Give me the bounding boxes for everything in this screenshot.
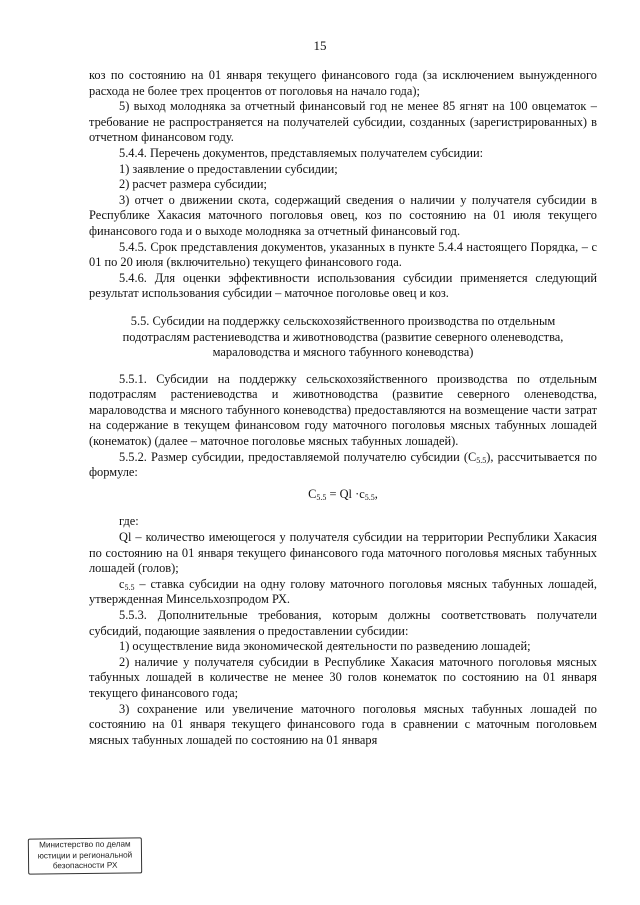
clause-5-4-5: 5.4.5. Срок представления документов, указанных в пункте 5.4.4 настоящего Порядка, – с 01 по 20 июля (включительно) текущего финансового года. <box>89 239 597 270</box>
clause-5-5-3-item-1: 1) осуществление вида экономической деятельности по разведению лошадей; <box>119 639 531 654</box>
formula-rhs-subscript: 5.5 <box>364 492 375 502</box>
definition-c-text: – ставка субсидии на одну голову маточного поголовья мясных табунных лошадей, утвержденная Минсельхозпродом РХ. <box>89 576 597 607</box>
clause-5-4-4-item-3: 3) отчет о движении скота, содержащий сведения о наличии у получателя субсидии в Республике Хакасия маточного поголовья овец, коз по состоянию на 01 июля текущего финансового года и о выходе молодняка за отчетный финансовый год. <box>89 192 597 238</box>
paragraph-item-5: 5) выход молодняка за отчетный финансовый год не менее 85 ягнят на 100 овцематок – требование не распространяется на получателей субсидии, созданных (зарегистрированных) в отчетном финансовом году. <box>89 99 597 145</box>
clause-5-5-2-subscript: 5.5 <box>476 455 487 465</box>
definition-c-subscript: 5.5 <box>124 582 135 592</box>
clause-5-5-1: 5.5.1. Субсидии на поддержку сельскохозяйственного производства по отдельным подотраслям растениеводства и животноводства (развитие северного оленеводства, мараловодства и мясного табунного коневодства) предоставляются на возмещение части затрат на содержание в текущем финансовом году маточного поголовья мясных табунных лошадей (конематок) (далее – маточное поголовье мясных табунных лошадей). <box>89 371 597 449</box>
clause-5-5-2 <box>89 450 597 481</box>
stamp-line-3: безопасности РХ <box>52 860 118 871</box>
clause-5-4-6: 5.4.6. Для оценки эффективности использования субсидии применяется следующий результат использования субсидии – маточное поголовье овец и коз. <box>89 270 597 301</box>
formula-lhs: С <box>308 486 317 501</box>
definition-c-symbol: с <box>119 576 125 591</box>
stamp-line-1: Министерство по делам <box>39 839 131 850</box>
clause-5-5-3-item-2: 2) наличие у получателя субсидии в Республике Хакасия маточного поголовья мясных табунных лошадей в количестве не менее 30 голов конематок по состоянию на 01 января текущего финансового года; <box>89 654 597 700</box>
definition-c <box>89 577 597 608</box>
paragraph-continuation: коз по состоянию на 01 января текущего финансового года (за исключением вынужденного расхода не более трех процентов от поголовья на начало года); <box>89 68 597 98</box>
formula <box>89 487 597 503</box>
page-number: 15 <box>313 38 327 53</box>
clause-5-5-2-text-end: ), рассчитывается по формуле: <box>89 449 597 480</box>
clause-5-5-3-item-3: 3) сохранение или увеличение маточного поголовья мясных табунных лошадей по состоянию на 01 января текущего финансового года в сравнении с маточным поголовьем мясных табунных лошадей по состоянию на 01 января <box>89 701 597 747</box>
clause-5-4-4-item-2: 2) расчет размера субсидии; <box>119 177 267 192</box>
where-label: где: <box>119 514 139 529</box>
clause-5-5-2-text: 5.5.2. Размер субсидии, предоставляемой получателю субсидии (С <box>119 449 477 464</box>
ministry-stamp <box>28 837 142 874</box>
formula-middle: = Ql ·с <box>326 486 365 501</box>
formula-end: , <box>374 486 378 501</box>
definition-ql: Ql – количество имеющегося у получателя субсидии на территории Республики Хакасия по состоянию на 01 января текущего финансового года маточного поголовья мясных табунных лошадей (голов); <box>89 530 597 576</box>
section-5-5-heading <box>89 314 597 361</box>
section-5-5-heading-line-1: 5.5. Субсидии на поддержку сельскохозяйственного производства по отдельным <box>130 313 556 328</box>
clause-5-4-4-title: 5.4.4. Перечень документов, представляемых получателем субсидии: <box>119 145 484 160</box>
section-5-5-heading-line-3: мараловодства и мясного табунного коневодства) <box>212 345 474 360</box>
section-5-5-heading-line-2: подотраслям растениеводства и животноводства (развитие северного оленеводства, <box>122 329 564 344</box>
clause-5-4-4-item-1: 1) заявление о предоставлении субсидии; <box>119 161 338 176</box>
document-body <box>89 68 597 748</box>
stamp-line-2: юстиции и региональной <box>37 850 133 860</box>
clause-5-5-3-title: 5.5.3. Дополнительные требования, которым должны соответствовать получатели субсидий, подающие заявления о предоставлении субсидии: <box>89 608 597 638</box>
formula-lhs-subscript: 5.5 <box>316 492 327 502</box>
